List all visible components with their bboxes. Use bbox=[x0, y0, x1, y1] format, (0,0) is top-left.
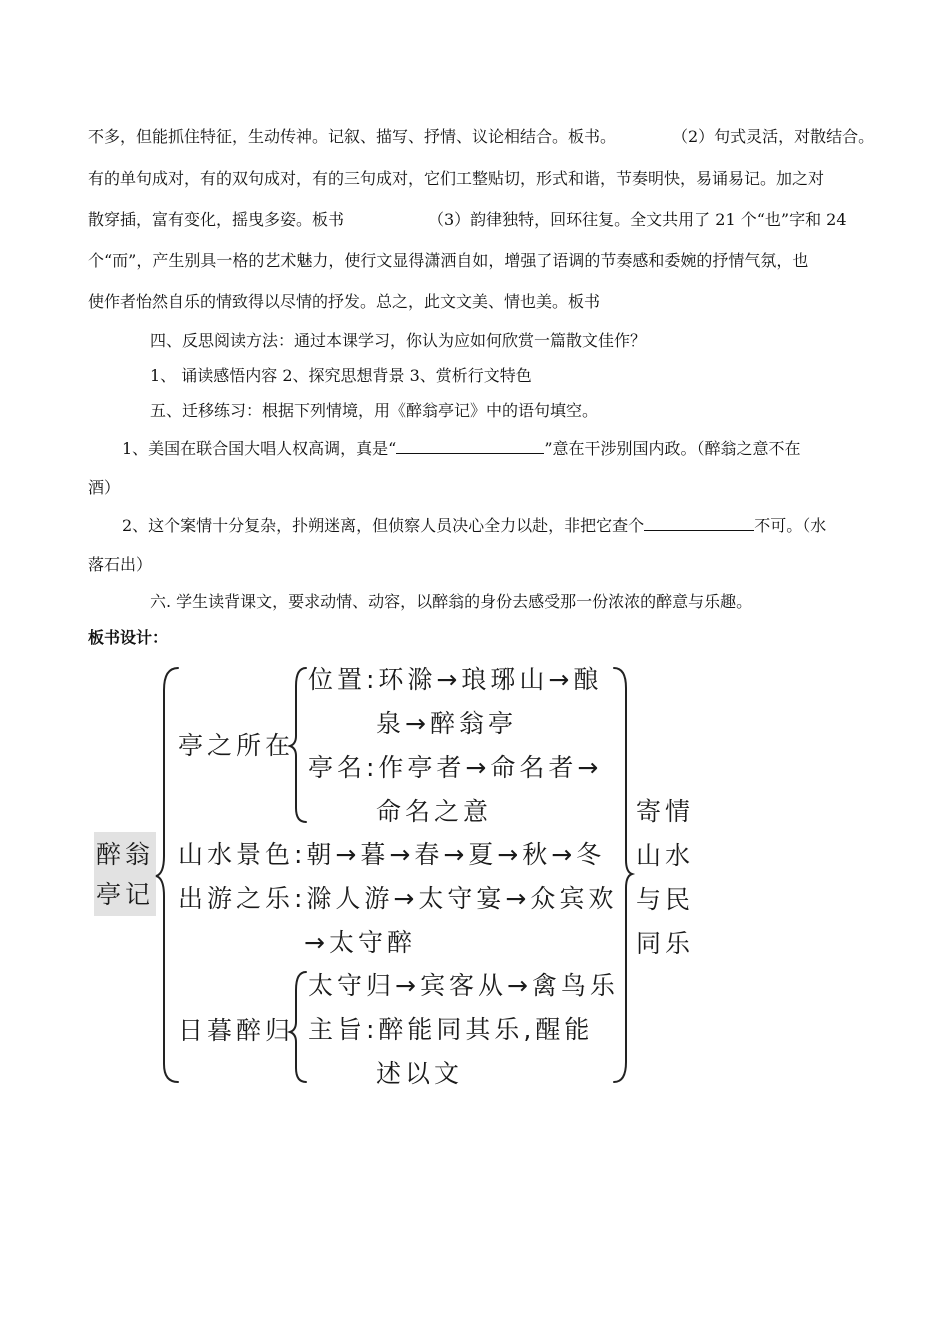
section-6: 六. 学生读背课文，要求动情、动容，以醉翁的身份去感受那一份浓浓的醉意与乐趣。 bbox=[150, 592, 753, 611]
branch-1-name-line-2: 命名之意 bbox=[376, 797, 493, 826]
section-4-title: 四、反思阅读方法：通过本课学习，你认为应如何欣赏一篇散文佳作？ bbox=[150, 331, 647, 350]
right-summary-line-2: 山水 bbox=[636, 841, 695, 870]
board-title-line-2: 亭记 bbox=[96, 880, 155, 909]
paragraph-line-2: 有的单句成对，有的双句成对，有的三句成对，它们工整贴切，形式和谐，节奏明快，易诵易记。加之对 bbox=[88, 169, 825, 188]
branch-1-position-line-2: 泉→醉翁亭 bbox=[376, 709, 517, 738]
question-1-part-a: 1、美国在联合国大唱人权高调，真是“ bbox=[122, 439, 397, 458]
paragraph-line-1a: 不多，但能抓住特征，生动传神。记叙、描写、抒情、议论相结合。板书。 bbox=[88, 127, 617, 146]
question-2-part-a: 2、这个案情十分复杂，扑朔迷离，但侦察人员决心全力以赴，非把它查个 bbox=[122, 516, 645, 535]
branch-4-line-3: 述以文 bbox=[376, 1059, 464, 1088]
branch-2: 山水景色:朝→暮→春→夏→秋→冬 bbox=[178, 840, 606, 869]
right-summary-line-3: 与民 bbox=[636, 885, 695, 914]
paragraph-line-1b-text: （2）句式灵活，对散结合。 bbox=[672, 127, 875, 146]
branch-4-line-2: 主旨:醉能同其乐,醒能 bbox=[308, 1015, 594, 1044]
branch-1-label: 亭之所在 bbox=[178, 731, 295, 760]
branch-3-line-2: →太守醉 bbox=[304, 928, 416, 957]
right-brace bbox=[614, 668, 632, 1082]
question-1-part-b: ”意在干涉别国内政。（醉翁之意不在 bbox=[544, 439, 801, 458]
question-2-cont: 落石出） bbox=[88, 555, 153, 574]
branch-4-label: 日暮醉归 bbox=[178, 1016, 295, 1045]
question-1-cont: 酒） bbox=[88, 478, 121, 497]
paragraph-line-5: 使作者怡然自乐的情致得以尽情的抒发。总之，此文文美、情也美。板书 bbox=[88, 292, 601, 311]
section-4-items: 1、 诵读感悟内容 2、探究思想背景 3、赏析行文特色 bbox=[150, 366, 532, 385]
branch-3-line-1: 出游之乐:滁人游→太守宴→众宾欢 bbox=[178, 884, 618, 913]
branch-1-position-line-1: 位置:环滁→琅琊山→酿 bbox=[308, 665, 603, 694]
section-5-title: 五、迁移练习：根据下列情境，用《醉翁亭记》中的语句填空。 bbox=[150, 401, 599, 420]
branch-4-line-1: 太守归→宾客从→禽鸟乐 bbox=[308, 971, 619, 1000]
paragraph-line-4: 个“而”，产生别具一格的艺术魅力，使行文显得潇洒自如，增强了语调的节奏感和委婉的抒情气氛，也 bbox=[88, 251, 809, 270]
board-title-line-1: 醉翁 bbox=[96, 840, 155, 869]
question-2-part-b: 不可。（水 bbox=[754, 516, 827, 535]
right-summary-line-4: 同乐 bbox=[636, 929, 695, 958]
right-summary-line-1: 寄情 bbox=[636, 797, 695, 826]
board-design-label: 板书设计： bbox=[88, 628, 169, 647]
branch-1-name-line-1: 亭名:作亭者→命名者→ bbox=[308, 753, 603, 782]
paragraph-line-3b: （3）韵律独特，回环往复。全文共用了 21 个“也”字和 24 bbox=[428, 210, 847, 229]
main-left-brace bbox=[156, 668, 178, 1082]
paragraph-line-3a: 散穿插，富有变化，摇曳多姿。板书 bbox=[88, 210, 345, 229]
